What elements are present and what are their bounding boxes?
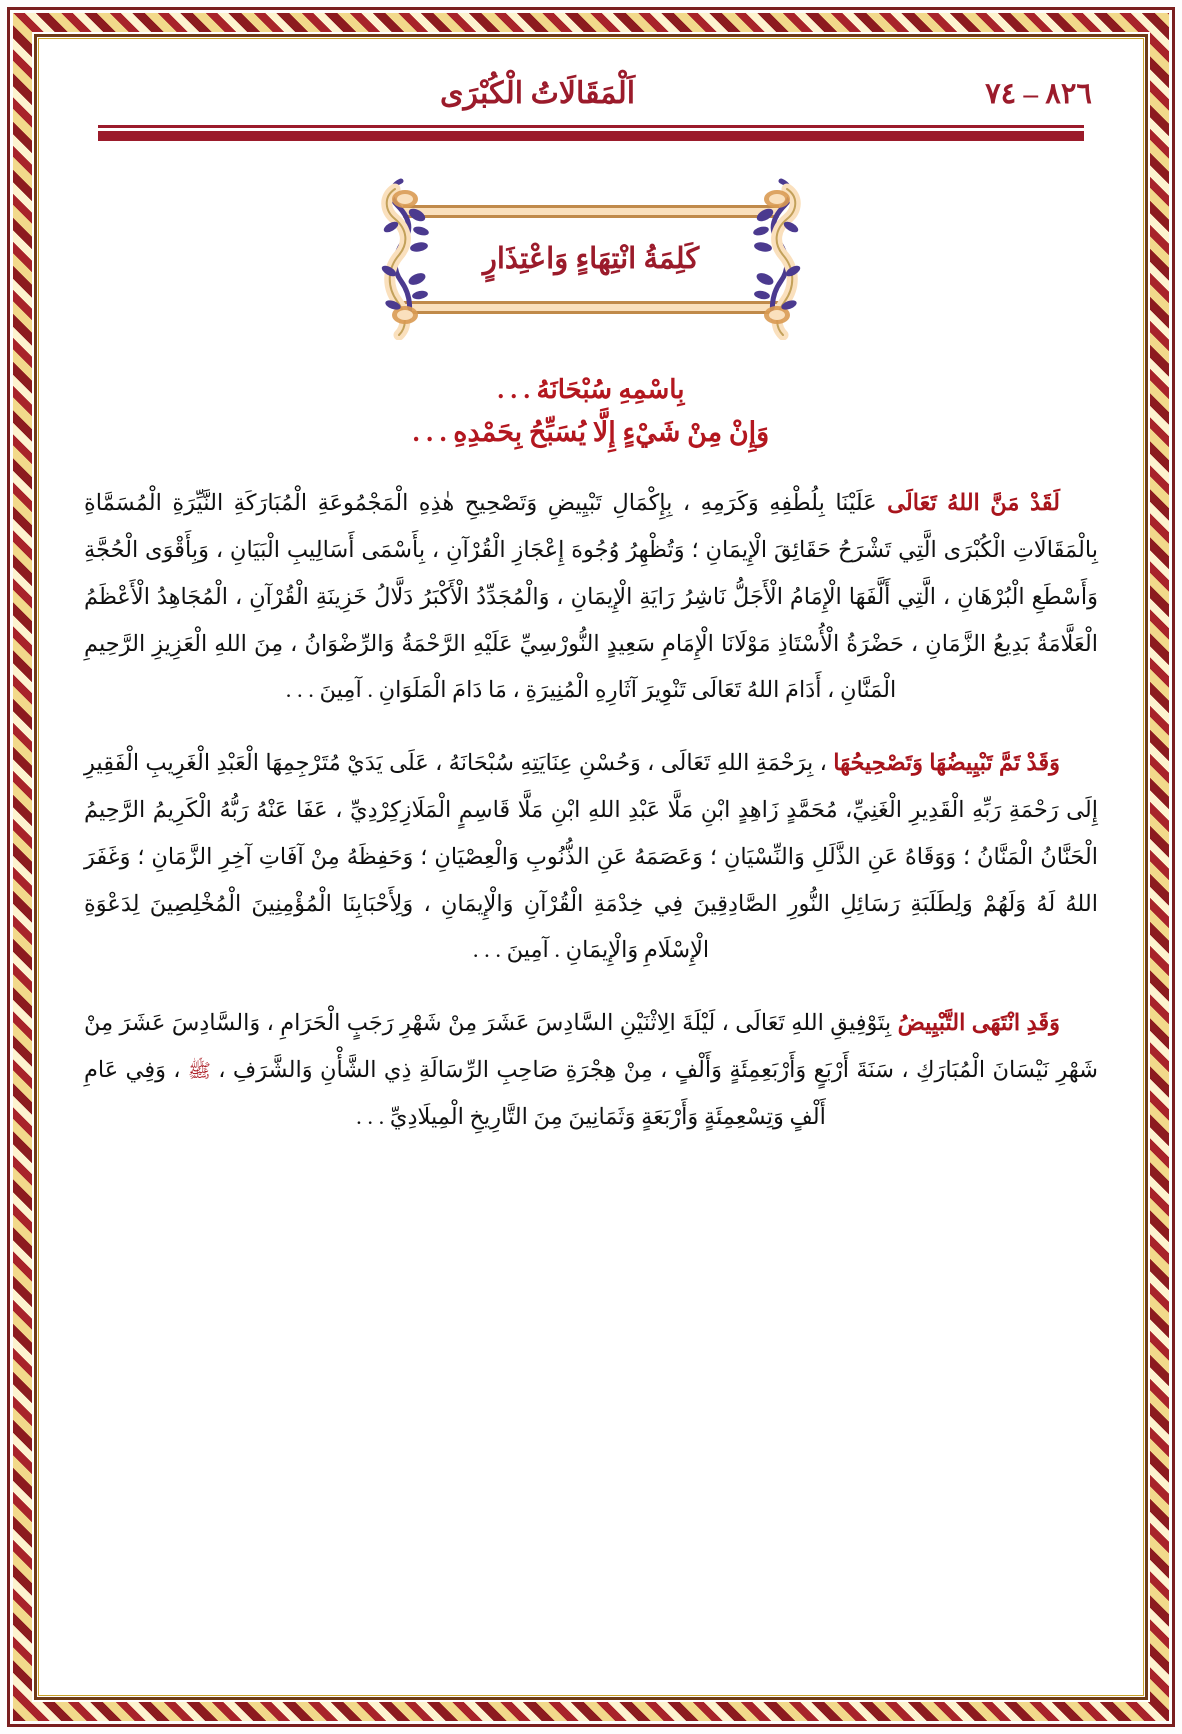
banner-bar-top bbox=[403, 205, 779, 218]
paragraph-1 bbox=[84, 480, 1098, 714]
book-title: اَلْمَقَالَاتُ الْكُبْرَى bbox=[440, 77, 636, 110]
paragraph-2-text: ، بِرَحْمَةِ اللهِ تَعَالَى ، وَحُسْنِ عِنَايَتِهِ سُبْحَانَهُ ، عَلَى يَدَيْ مُتَرْجِمِهَا الْعَبْدِ الْغَرِيبِ الْفَقِيرِ إِلَى رَحْمَةِ رَبِّهِ الْقَدِيرِ الْغَنِيِّ، مُحَمَّدٍ زَاهِدٍ ابْنِ مَلَّا عَبْدِ اللهِ ابْنِ مَلَّا قَاسِمٍ الْمَلَازِكِرْدِيِّ ، عَفَا عَنْهُ رَبُّهُ الْكَرِيمُ الرَّحِيمُ الْحَنَّانُ الْمَنَّانُ ؛ وَوَقَاهُ عَنِ الذَّلَلِ وَالنِّسْيَانِ ؛ وَعَصَمَهُ عَنِ الذُّنُوبِ وَالْعِصْيَانِ ؛ وَحَفِظَهُ مِنْ آفَاتِ آخِرِ الزَّمَانِ ؛ وَغَفَرَ اللهُ لَهُ وَلَهُمْ وَلِطَلَبَةِ رَسَائِلِ النُّورِ الصَّادِقِينَ فِي خِدْمَةِ الْقُرْآنِ وَالْإِيمَانِ ، وَلِأَحْبَابِنَا الْمُؤْمِنِينَ الْمُخْلِصِينَ لِدَعْوَةِ الْإِسْلَامِ وَالْإِيمَانِ . آمِينَ . . . bbox=[84, 750, 1098, 963]
paragraph-3-text: بِتَوْفِيقِ اللهِ تَعَالَى ، لَيْلَةَ الِاثْنَيْنِ السَّادِسَ عَشَرَ مِنْ شَهْرِ رَجَبٍ الْحَرَامِ ، وَالسَّادِسَ عَشَرَ مِنْ شَهْرِ نَيْسَانَ الْمُبَارَكِ ، سَنَةَ أَرْبَعٍ وَأَرْبَعِمِئَةٍ وَأَلْفٍ ، مِنْ هِجْرَةِ صَاحِبِ الرِّسَالَةِ ذِي الشَّأْنِ وَالشَّرَفِ ، bbox=[84, 1010, 1099, 1082]
paragraph-1-text: عَلَيْنَا بِلُطْفِهِ وَكَرَمِهِ ، بِإِكْمَالِ تَبْيِيضِ وَتَصْحِيحِ هٰذِهِ الْمَجْمُوعَةِ الْمُبَارَكَةِ النَّيِّرَةِ الْمُسَمَّاةِ بِالْمَقَالَاتِ الْكُبْرَى الَّتِي تَشْرَحُ حَقَائِقَ الْإِيمَانِ ؛ وَتُظْهِرُ وُجُوهَ إِعْجَازِ الْقُرْآنِ ، بِأَسْمَى أَسَالِيبِ الْبَيَانِ ، وَبِأَقْوَى الْحُجَّةِ وَأَسْطَعِ الْبُرْهَانِ ، الَّتِي أَلَّفَهَا الْإِمَامُ الْأَجَلُّ نَاشِرُ رَايَةِ الْإِيمَانِ ، وَالْمُجَدِّدُ الْأَكْبَرُ دَلَّالُ خَزِينَةِ الْقُرْآنِ ، الْمُجَاهِدُ الْأَعْظَمُ الْعَلَّامَةُ بَدِيعُ الزَّمَانِ ، حَضْرَةُ الْأُسْتَاذِ مَوْلَانَا الْإِمَامِ سَعِيدٍ النُّورْسِيِّ عَلَيْهِ الرَّحْمَةُ وَالرِّضْوَانُ ، مِنَ اللهِ الْعَزِيزِ الرَّحِيمِ الْمَنَّانِ ، أَدَامَ اللهُ تَعَالَى تَنْوِيرَ آثَارِهِ الْمُنِيرَةِ ، مَا دَامَ الْمَلَوَانِ . آمِينَ . . . bbox=[84, 490, 1098, 703]
paragraph-1-highlight: لَقَدْ مَنَّ اللهُ تَعَالَى bbox=[887, 490, 1060, 516]
paragraph-2 bbox=[84, 740, 1098, 974]
page-folio-number: ٨٢٦ – ٧٤ bbox=[985, 78, 1092, 110]
paragraph-2-highlight: وَقَدْ تَمَّ تَبْيِيضُهَا وَتَصْحِيحُهَا bbox=[833, 750, 1060, 776]
paragraph-3 bbox=[84, 1000, 1098, 1140]
header-divider bbox=[98, 125, 1084, 141]
paragraph-3-highlight: وَقَدِ انْتَهَى التَّبْيِيضُ bbox=[897, 1010, 1060, 1036]
body-text bbox=[72, 480, 1110, 1140]
invocation-block bbox=[72, 370, 1110, 454]
chapter-title: كَلِمَةُ انْتِهَاءٍ وَاعْتِذَارٍ bbox=[482, 243, 700, 275]
paragraph-3-tail: ، وَفِي عَامِ أَلْفٍ وَتِسْعِمِئَةٍ وَأَرْبَعَةٍ وَثَمَانِينَ مِنَ التَّارِيخِ الْمِيلَادِيِّ . . . bbox=[84, 1056, 826, 1129]
banner-bar-bottom bbox=[403, 301, 779, 314]
header-divider-thick bbox=[98, 131, 1084, 141]
scroll-ornament-right-icon bbox=[747, 175, 811, 340]
invocation-line-1: بِاسْمِهِ سُبْحَانَهُ . . . bbox=[497, 375, 685, 404]
chapter-title-banner bbox=[381, 175, 801, 340]
scroll-ornament-left-icon bbox=[371, 175, 435, 340]
prophetic-salutation-seal-icon: ﷺ bbox=[187, 1061, 211, 1083]
banner-area bbox=[72, 175, 1110, 340]
page-content bbox=[44, 44, 1138, 1690]
page-header bbox=[72, 70, 1110, 111]
header-divider-thin bbox=[98, 125, 1084, 128]
invocation-line-2: وَإِنْ مِنْ شَيْءٍ إِلَّا يُسَبِّحُ بِحَمْدِهِ . . . bbox=[412, 417, 770, 447]
